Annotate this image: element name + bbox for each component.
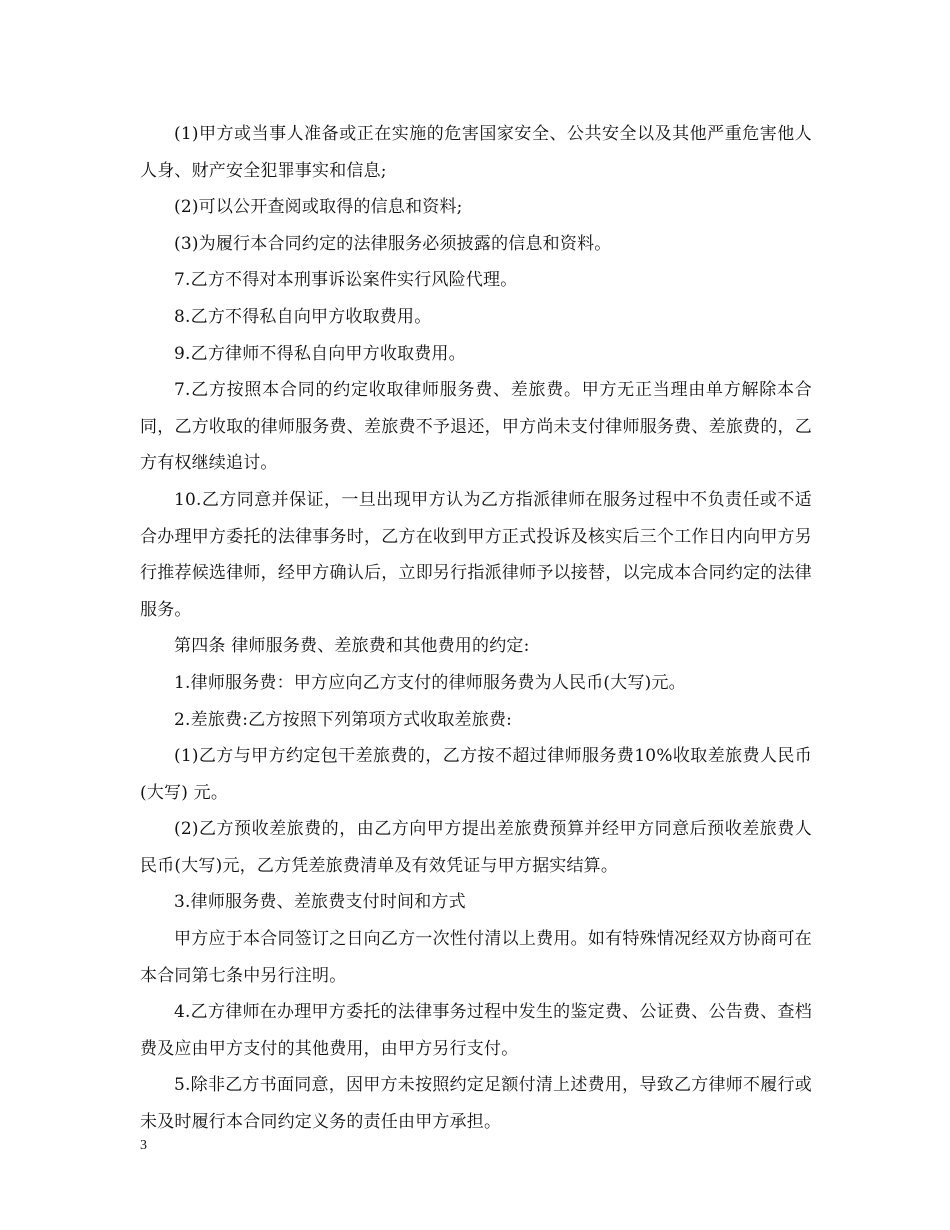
paragraph-travel-option-1: (1)乙方与甲方约定包干差旅费的，乙方按不超过律师服务费10%收取差旅费人民币(大写) 元。 xyxy=(140,746,812,803)
paragraph-clause-10-lawyer-replacement: 10.乙方同意并保证，一旦出现甲方认为乙方指派律师在服务过程中不负责任或不适合办理甲方委托的法律事务时，乙方在收到甲方正式投诉及核实后三个工作日内向甲方另行推荐候选律师，经甲方确认后，立即另行指派律师予以接替，以完成本合同约定的法律服务。 xyxy=(140,489,812,620)
paragraph-confidentiality-exception-3: (3)为履行本合同约定的法律服务必须披露的信息和资料。 xyxy=(174,233,612,254)
page-number: 3 xyxy=(140,1138,147,1153)
paragraph-clause-7-fee-collection: 7.乙方按照本合同的约定收取律师服务费、差旅费。甲方无正当理由单方解除本合同，乙方收取的律师服务费、差旅费不予退还，甲方尚未支付律师服务费、差旅费的，乙方有权继续追讨。 xyxy=(140,380,812,474)
paragraph-clause-9-lawyer-fees: 9.乙方律师不得私自向甲方收取费用。 xyxy=(174,343,466,364)
section-heading-article-4: 第四条 律师服务费、差旅费和其他费用的约定: xyxy=(174,636,530,657)
paragraph-fee-2-travel-expenses: 2.差旅费:乙方按照下列第项方式收取差旅费: xyxy=(174,709,513,730)
paragraph-confidentiality-exception-1: (1)甲方或当事人准备或正在实施的危害国家安全、公共安全以及其他严重危害他人人身、财产安全犯罪事实和信息; xyxy=(140,124,812,181)
document-body xyxy=(140,116,812,1141)
paragraph-payment-terms: 甲方应于本合同签订之日向乙方一次性付清以上费用。如有特殊情况经双方协商可在本合同第七条中另行注明。 xyxy=(140,929,812,986)
paragraph-clause-8-fees: 8.乙方不得私自向甲方收取费用。 xyxy=(174,306,432,327)
paragraph-travel-option-2: (2)乙方预收差旅费的，由乙方向甲方提出差旅费预算并经甲方同意后预收差旅费人民币(大写)元，乙方凭差旅费清单及有效凭证与甲方据实结算。 xyxy=(140,819,812,876)
paragraph-fee-3-payment-method: 3.律师服务费、差旅费支付时间和方式 xyxy=(174,892,466,913)
paragraph-clause-7-risk-agency: 7.乙方不得对本刑事诉讼案件实行风险代理。 xyxy=(174,270,518,291)
paragraph-fee-5-liability: 5.除非乙方书面同意，因甲方未按照约定足额付清上述费用，导致乙方律师不履行或未及时履行本合同约定义务的责任由甲方承担。 xyxy=(140,1075,812,1133)
paragraph-confidentiality-exception-2: (2)可以公开查阅或取得的信息和资料; xyxy=(174,197,463,218)
paragraph-fee-4-other-costs: 4.乙方律师在办理甲方委托的法律事务过程中发生的鉴定费、公证费、公告费、查档费及应由甲方支付的其他费用，由甲方另行支付。 xyxy=(140,1002,812,1059)
paragraph-fee-1-service-fee: 1.律师服务费：甲方应向乙方支付的律师服务费为人民币(大写)元。 xyxy=(174,672,686,693)
